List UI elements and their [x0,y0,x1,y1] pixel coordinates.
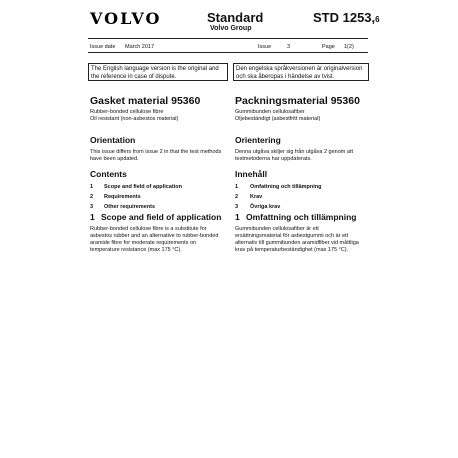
header-divider-bottom [88,52,368,53]
en-toc-item-3: Other requirements [104,204,156,210]
en-subtitle-2: Oil resistant (non-asbestos material) [90,116,179,122]
en-orientation-heading: Orientation [90,135,136,145]
notice-text-en: The English language version is the original and the reference in case of dispute. [91,66,219,80]
sv-subtitle-1: Gummibunden cellulosafiber [235,109,305,115]
en-section1-text: Rubber-bonded cellulose fibre is a substitute for asbestos rubber and an alternative to rubber-bonded aramide fibre for moderate requirements on temperature resistance (max 175 °C). [90,226,219,253]
issue-label: Issue [258,44,272,50]
standard-title: Standard [207,10,264,25]
standard-number [313,10,380,25]
page-label: Page [322,44,335,50]
notice-text-sv: Den engelska språkversionen är originalversion och ska åberopas i händelse av tvist. [236,66,363,80]
page-value: 1(2) [344,44,354,50]
en-orientation-text: This issue differs from issue 2 in that the test methods have been updated. [90,149,222,162]
sv-contents-heading: Innehåll [235,169,268,179]
issue-date-value: March 2017 [125,44,155,50]
sv-toc-num-3: 3 [235,204,239,210]
volvo-logo: VOLVO [90,9,162,28]
en-section1-heading: Scope and field of application [101,212,222,222]
sv-orientation-heading: Orientering [235,135,281,145]
sv-orientation-text: Denna utgåva skiljer sig från utgåva 2 genom att testmetoderna har uppdaterats. [235,149,354,162]
issue-date-label: Issue date [90,44,116,50]
sv-toc-item-1: Omfattning och tillämpning [250,184,322,190]
sv-toc-num-1: 1 [235,184,239,190]
en-toc-item-2: Requirements [104,194,141,200]
issue-value: 3 [287,44,291,50]
header-divider-top [88,38,368,39]
sv-section1-num: 1 [235,212,240,222]
sv-subtitle-2: Oljebeständigt (asbestfritt material) [235,116,321,122]
standard-subtitle: Volvo Group [210,25,252,32]
sv-document-title: Packningsmaterial 95360 [235,95,360,107]
en-toc-num-2: 2 [90,194,94,200]
sv-toc-num-2: 2 [235,194,239,200]
en-document-title: Gasket material 95360 [90,95,201,107]
sv-toc-item-3: Övriga krav [250,204,281,210]
en-section1-num: 1 [90,212,95,222]
en-toc-num-1: 1 [90,184,94,190]
standard-number-main: STD 1253, [313,10,376,25]
sv-section1-heading: Omfattning och tillämpning [246,212,357,222]
en-contents-heading: Contents [90,169,127,179]
sv-section1-text: Gummibunden cellulosafiber är ett ersättningsmaterial för asbestgummi och är ett alternativ till gummibunden aramidfiber vid måttliga krav på temperaturbeständighet (max 175 °C). [235,226,359,253]
en-subtitle-1: Rubber-bonded cellulose fibre [90,109,164,115]
notice-box-en [88,63,228,81]
notice-box-sv [233,63,369,81]
standard-number-suffix: 6 [375,15,380,24]
sv-toc-item-2: Krav [250,194,263,200]
en-toc-num-3: 3 [90,204,94,210]
en-toc-item-1: Scope and field of application [104,184,182,190]
